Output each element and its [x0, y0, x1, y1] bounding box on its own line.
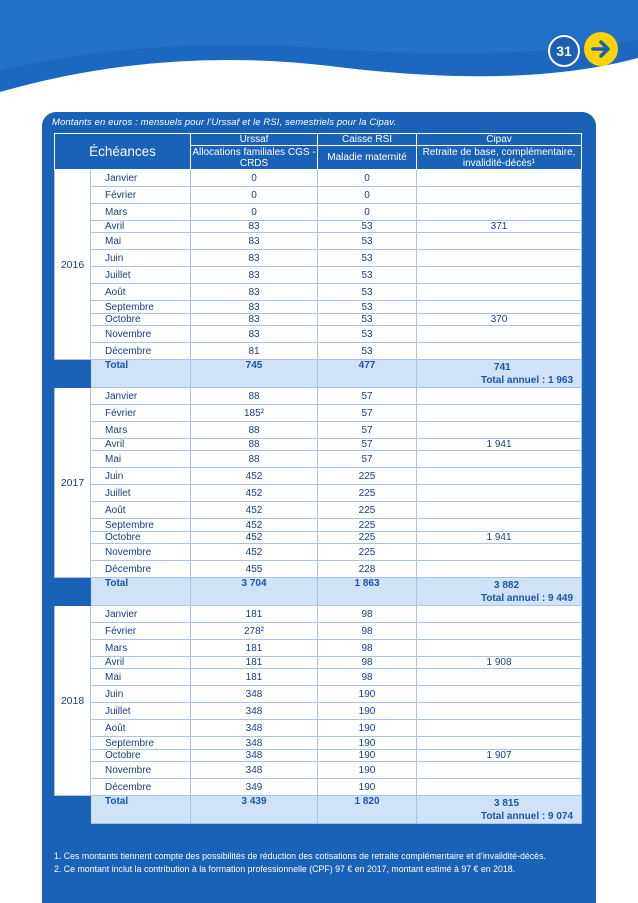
month-label: Août [91, 502, 191, 519]
rsi-value: 190 [318, 720, 417, 737]
table-row [55, 532, 582, 544]
urssaf-value: 0 [191, 170, 318, 187]
month-label: Juillet [91, 267, 191, 284]
total-row [55, 578, 582, 606]
table-row [55, 657, 582, 669]
urssaf-value: 455 [191, 561, 318, 578]
cipav-value-h2: 370 [417, 314, 582, 326]
cipav-cell [417, 640, 582, 657]
month-label: Août [91, 284, 191, 301]
table-row [55, 326, 582, 343]
rsi-value: 57 [318, 439, 417, 451]
month-label: Octobre [91, 314, 191, 326]
urssaf-value: 83 [191, 284, 318, 301]
table-row [55, 204, 582, 221]
total-urssaf: 3 439 [191, 796, 318, 824]
urssaf-value: 348 [191, 737, 318, 750]
urssaf-value: 348 [191, 686, 318, 703]
urssaf-value: 452 [191, 502, 318, 519]
cipav-cell [417, 284, 582, 301]
urssaf-value: 181 [191, 669, 318, 686]
table-row [55, 779, 582, 796]
month-label: Novembre [91, 544, 191, 561]
table-row [55, 502, 582, 519]
table-row [55, 519, 582, 532]
table-row [55, 343, 582, 360]
table-row [55, 737, 582, 750]
total-cipav [417, 360, 582, 388]
table-row [55, 750, 582, 762]
cipav-value-h2: 1 907 [417, 750, 582, 762]
table-row [55, 422, 582, 439]
cipav-value-h1: 1 908 [417, 657, 582, 669]
rsi-value: 53 [318, 314, 417, 326]
total-label: Total [91, 796, 191, 824]
rsi-value: 98 [318, 640, 417, 657]
urssaf-value: 452 [191, 485, 318, 502]
table-row [55, 686, 582, 703]
urssaf-value: 88 [191, 439, 318, 451]
rsi-value: 225 [318, 544, 417, 561]
rsi-value: 190 [318, 750, 417, 762]
year-label: 2018 [55, 606, 91, 796]
urssaf-value: 88 [191, 388, 318, 405]
cipav-cell [417, 485, 582, 502]
total-row [55, 360, 582, 388]
rsi-value: 53 [318, 267, 417, 284]
total-rsi: 1 863 [318, 578, 417, 606]
month-label: Mai [91, 233, 191, 250]
month-label: Juillet [91, 703, 191, 720]
rsi-value: 57 [318, 451, 417, 468]
cipav-cell [417, 606, 582, 623]
month-label: Mai [91, 669, 191, 686]
cipav-cell [417, 502, 582, 519]
total-urssaf: 745 [191, 360, 318, 388]
month-label: Mars [91, 422, 191, 439]
cipav-cell [417, 405, 582, 422]
table-row [55, 170, 582, 187]
month-label: Septembre [91, 301, 191, 314]
table-row [55, 485, 582, 502]
cipav-cell [417, 301, 582, 314]
total-rsi: 477 [318, 360, 417, 388]
rsi-value: 53 [318, 221, 417, 233]
urssaf-value: 181 [191, 657, 318, 669]
urssaf-value: 348 [191, 720, 318, 737]
cipav-cell [417, 762, 582, 779]
month-label: Janvier [91, 170, 191, 187]
rsi-value: 0 [318, 204, 417, 221]
total-cipav-value: 3 815 [494, 797, 520, 809]
header-echeances: Échéances [55, 134, 191, 170]
table-row [55, 187, 582, 204]
header-band [0, 0, 638, 110]
header-urssaf-sub: Allocations familiales CGS - CRDS [192, 146, 316, 169]
urssaf-value: 83 [191, 250, 318, 267]
urssaf-value: 348 [191, 762, 318, 779]
rsi-value: 225 [318, 519, 417, 532]
cipav-cell [417, 343, 582, 360]
total-cipav [417, 578, 582, 606]
table-row [55, 267, 582, 284]
year-label: 2017 [55, 388, 91, 578]
urssaf-value: 348 [191, 703, 318, 720]
cipav-cell [417, 250, 582, 267]
urssaf-value: 88 [191, 451, 318, 468]
month-label: Septembre [91, 519, 191, 532]
month-label: Décembre [91, 343, 191, 360]
rsi-value: 53 [318, 233, 417, 250]
table-row [55, 703, 582, 720]
header-cipav: Cipav [417, 134, 582, 146]
urssaf-value: 83 [191, 314, 318, 326]
month-label: Janvier [91, 606, 191, 623]
cipav-cell [417, 623, 582, 640]
cipav-cell [417, 204, 582, 221]
rsi-value: 98 [318, 606, 417, 623]
rsi-value: 53 [318, 326, 417, 343]
month-label: Août [91, 720, 191, 737]
cipav-cell [417, 468, 582, 485]
contributions-table [54, 133, 582, 824]
urssaf-value: 83 [191, 233, 318, 250]
header-rsi: Caisse RSI [318, 134, 417, 146]
table-row [55, 623, 582, 640]
rsi-value: 190 [318, 703, 417, 720]
urssaf-value: 181 [191, 606, 318, 623]
month-label: Octobre [91, 750, 191, 762]
urssaf-value: 0 [191, 204, 318, 221]
urssaf-value: 348 [191, 750, 318, 762]
cipav-cell [417, 519, 582, 532]
urssaf-value: 185² [191, 405, 318, 422]
cipav-cell [417, 686, 582, 703]
total-label: Total [91, 578, 191, 606]
rsi-value: 190 [318, 779, 417, 796]
rsi-value: 190 [318, 686, 417, 703]
cipav-cell [417, 703, 582, 720]
urssaf-value: 83 [191, 221, 318, 233]
table-row [55, 314, 582, 326]
month-label: Février [91, 623, 191, 640]
table-row [55, 640, 582, 657]
month-label: Juin [91, 686, 191, 703]
total-cipav [417, 796, 582, 824]
rsi-value: 225 [318, 485, 417, 502]
cipav-cell [417, 779, 582, 796]
table-row [55, 405, 582, 422]
cipav-cell [417, 451, 582, 468]
table-row [55, 561, 582, 578]
table-row [55, 284, 582, 301]
urssaf-value: 83 [191, 267, 318, 284]
month-label: Mars [91, 204, 191, 221]
total-year-spacer [55, 360, 91, 388]
footnotes [54, 850, 594, 876]
table-row [55, 720, 582, 737]
table-row [55, 301, 582, 314]
table-caption: Montants en euros : mensuels pour l’Urssaf et le RSI, semestriels pour la Cipav. [52, 117, 397, 128]
table-row [55, 762, 582, 779]
urssaf-value: 83 [191, 301, 318, 314]
cipav-cell [417, 544, 582, 561]
month-label: Juin [91, 468, 191, 485]
month-label: Avril [91, 439, 191, 451]
month-label: Novembre [91, 762, 191, 779]
month-label: Janvier [91, 388, 191, 405]
table-row [55, 669, 582, 686]
header-cipav-sub: Retraite de base, complémentaire, invalidité-décès¹ [417, 146, 582, 170]
total-urssaf: 3 704 [191, 578, 318, 606]
table-row [55, 233, 582, 250]
urssaf-value: 452 [191, 532, 318, 544]
urssaf-value: 0 [191, 187, 318, 204]
cipav-cell [417, 326, 582, 343]
total-year-spacer [55, 578, 91, 606]
cipav-cell [417, 669, 582, 686]
month-label: Février [91, 187, 191, 204]
month-label: Septembre [91, 737, 191, 750]
table-row [55, 606, 582, 623]
cipav-cell [417, 170, 582, 187]
rsi-value: 0 [318, 170, 417, 187]
cipav-cell [417, 422, 582, 439]
arrow-right-icon [590, 38, 612, 60]
cipav-cell [417, 720, 582, 737]
rsi-value: 57 [318, 405, 417, 422]
table-row [55, 388, 582, 405]
rsi-value: 53 [318, 301, 417, 314]
footnote-2: 2. Ce montant inclut la contribution à la formation professionnelle (CPF) 97 € en 2017, montant estimé à 97 € en 2018. [54, 864, 516, 874]
urssaf-value: 452 [191, 544, 318, 561]
rsi-value: 0 [318, 187, 417, 204]
urssaf-value: 83 [191, 326, 318, 343]
cipav-cell [417, 561, 582, 578]
rsi-value: 98 [318, 669, 417, 686]
month-label: Décembre [91, 561, 191, 578]
total-annuel: Total annuel : 1 963 [480, 374, 574, 386]
cipav-value-h2: 1 941 [417, 532, 582, 544]
table-row [55, 250, 582, 267]
total-cipav-value: 741 [494, 361, 511, 373]
table-row [55, 544, 582, 561]
urssaf-value: 452 [191, 468, 318, 485]
table-row [55, 439, 582, 451]
rsi-value: 98 [318, 657, 417, 669]
total-label: Total [91, 360, 191, 388]
year-label: 2016 [55, 170, 91, 360]
rsi-value: 53 [318, 284, 417, 301]
cipav-cell [417, 267, 582, 284]
urssaf-value: 181 [191, 640, 318, 657]
table-row [55, 221, 582, 233]
month-label: Mai [91, 451, 191, 468]
total-row [55, 796, 582, 824]
cipav-cell [417, 737, 582, 750]
header-rsi-sub: Maladie maternité [318, 146, 417, 170]
month-label: Avril [91, 221, 191, 233]
cipav-cell [417, 233, 582, 250]
month-label: Novembre [91, 326, 191, 343]
page-number: 31 [548, 35, 580, 67]
month-label: Décembre [91, 779, 191, 796]
month-label: Juillet [91, 485, 191, 502]
rsi-value: 190 [318, 762, 417, 779]
rsi-value: 225 [318, 468, 417, 485]
month-label: Avril [91, 657, 191, 669]
rsi-value: 57 [318, 422, 417, 439]
urssaf-value: 278² [191, 623, 318, 640]
urssaf-value: 349 [191, 779, 318, 796]
cipav-cell [417, 187, 582, 204]
rsi-value: 53 [318, 343, 417, 360]
cipav-value-h1: 1 941 [417, 439, 582, 451]
rsi-value: 225 [318, 502, 417, 519]
rsi-value: 190 [318, 737, 417, 750]
table-row [55, 451, 582, 468]
month-label: Juin [91, 250, 191, 267]
header-urssaf: Urssaf [191, 134, 318, 146]
next-page-button[interactable] [584, 32, 618, 66]
total-annuel: Total annuel : 9 074 [480, 810, 574, 822]
rsi-value: 228 [318, 561, 417, 578]
rsi-value: 57 [318, 388, 417, 405]
month-label: Février [91, 405, 191, 422]
total-annuel: Total annuel : 9 449 [480, 592, 574, 604]
rsi-value: 53 [318, 250, 417, 267]
cipav-value-h1: 371 [417, 221, 582, 233]
rsi-value: 98 [318, 623, 417, 640]
total-rsi: 1 820 [318, 796, 417, 824]
month-label: Mars [91, 640, 191, 657]
total-cipav-value: 3 882 [494, 579, 520, 591]
urssaf-value: 88 [191, 422, 318, 439]
rsi-value: 225 [318, 532, 417, 544]
urssaf-value: 452 [191, 519, 318, 532]
cipav-cell [417, 388, 582, 405]
table-row [55, 468, 582, 485]
urssaf-value: 81 [191, 343, 318, 360]
footnote-1: 1. Ces montants tiennent compte des possibilités de réduction des cotisations de retraite complémentaire et d’invalidité-décès. [54, 851, 546, 861]
month-label: Octobre [91, 532, 191, 544]
total-year-spacer [55, 796, 91, 824]
